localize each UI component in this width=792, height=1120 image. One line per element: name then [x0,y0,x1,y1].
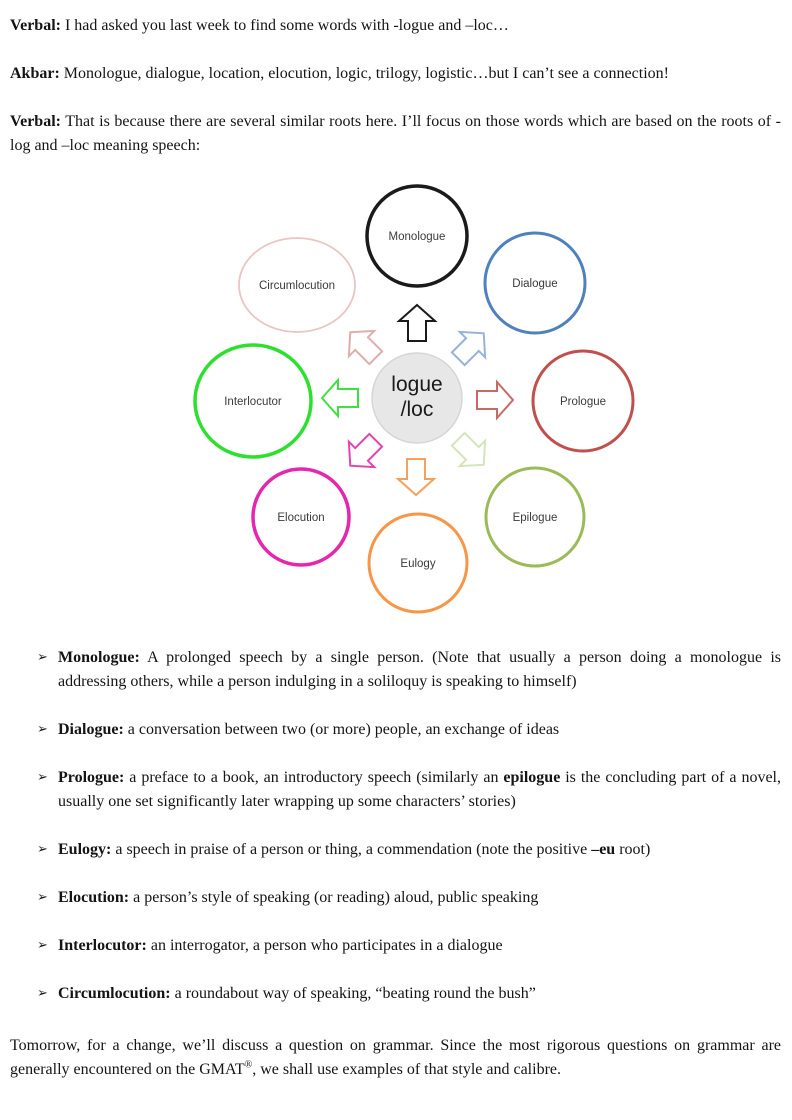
bullet-arrow-icon: ➢ [37,650,48,665]
bullet-arrow-icon: ➢ [37,770,48,785]
definition-text: Dialogue: a conversation between two (or more) people, an exchange of ideas [58,721,560,738]
diagram-label-epilogue: Epilogue [512,512,558,524]
root-word-diagram-canvas [0,176,792,628]
definition-text: Interlocutor: an interrogator, a person who participates in a dialogue [58,937,503,954]
bullet-arrow-icon: ➢ [37,890,48,905]
definition-text: Monologue: A prolonged speech by a single person. (Note that usually a person doing a monologue is addressing others, while a person indulging in a soliloquy is speaking to himself) [58,649,781,690]
diagram-label-circumlocution: Circumlocution [258,280,336,292]
diagram-label-dialogue: Dialogue [512,278,558,290]
diagram-arrow-e [477,382,513,418]
diagram-arrow-ne [446,321,497,372]
definition-text: Prologue: a preface to a book, an introductory speech (similarly an epilogue is the concluding part of a novel, usually one set significantly later wrapping up some characters’ stories) [58,769,782,810]
diagram-arrow-s [398,459,434,495]
definition-item-eulogy [37,838,781,862]
diagram-center-label: logue /loc [391,373,443,421]
diagram-label-elocution: Elocution [277,512,325,524]
definition-item-interlocutor [37,934,781,958]
dialogue-line-akbar: Akbar: Monologue, dialogue, location, elocution, logic, trilogy, logistic…but I can’t see a connection! [10,65,669,82]
diagram-label-eulogy: Eulogy [400,558,436,570]
dialogue-line-verbal-1: Verbal: I had asked you last week to find some words with -logue and –loc… [10,17,509,34]
definition-item-dialogue [37,718,781,742]
root-word-diagram [0,176,792,628]
diagram-label-interlocutor: Interlocutor [224,396,282,408]
diagram-arrow-se [446,427,497,478]
bullet-arrow-icon: ➢ [37,842,48,857]
diagram-arrow-sw [338,428,389,479]
definition-item-monologue [37,646,781,694]
definitions-list [10,646,781,1006]
bullet-arrow-icon: ➢ [37,722,48,737]
definition-text: Elocution: a person’s style of speaking (or reading) aloud, public speaking [58,889,539,906]
bullet-arrow-icon: ➢ [37,986,48,1001]
dialogue-line-verbal-2: Verbal: That is because there are several similar roots here. I’ll focus on those words which are based on the roots of -log and –loc meaning speech: [10,113,781,154]
definition-text: Circumlocution: a roundabout way of speaking, “beating round the bush” [58,985,536,1002]
diagram-arrow-n [399,305,435,341]
bullet-arrow-icon: ➢ [37,938,48,953]
definition-item-prologue [37,766,782,814]
closing-paragraph: Tomorrow, for a change, we’ll discuss a question on grammar. Since the most rigorous questions on grammar are generally encountered on the GMAT®, we shall use examples of that style and calibre. [10,1037,781,1078]
definition-text: Eulogy: a speech in praise of a person or thing, a commendation (note the positive –eu root) [58,841,651,858]
diagram-label-prologue: Prologue [559,396,607,408]
diagram-label-monologue: Monologue [388,231,446,243]
definition-item-circumlocution [37,982,781,1006]
diagram-arrow-w [322,380,358,416]
definition-item-elocution [37,886,781,910]
diagram-arrow-nw [338,320,389,371]
